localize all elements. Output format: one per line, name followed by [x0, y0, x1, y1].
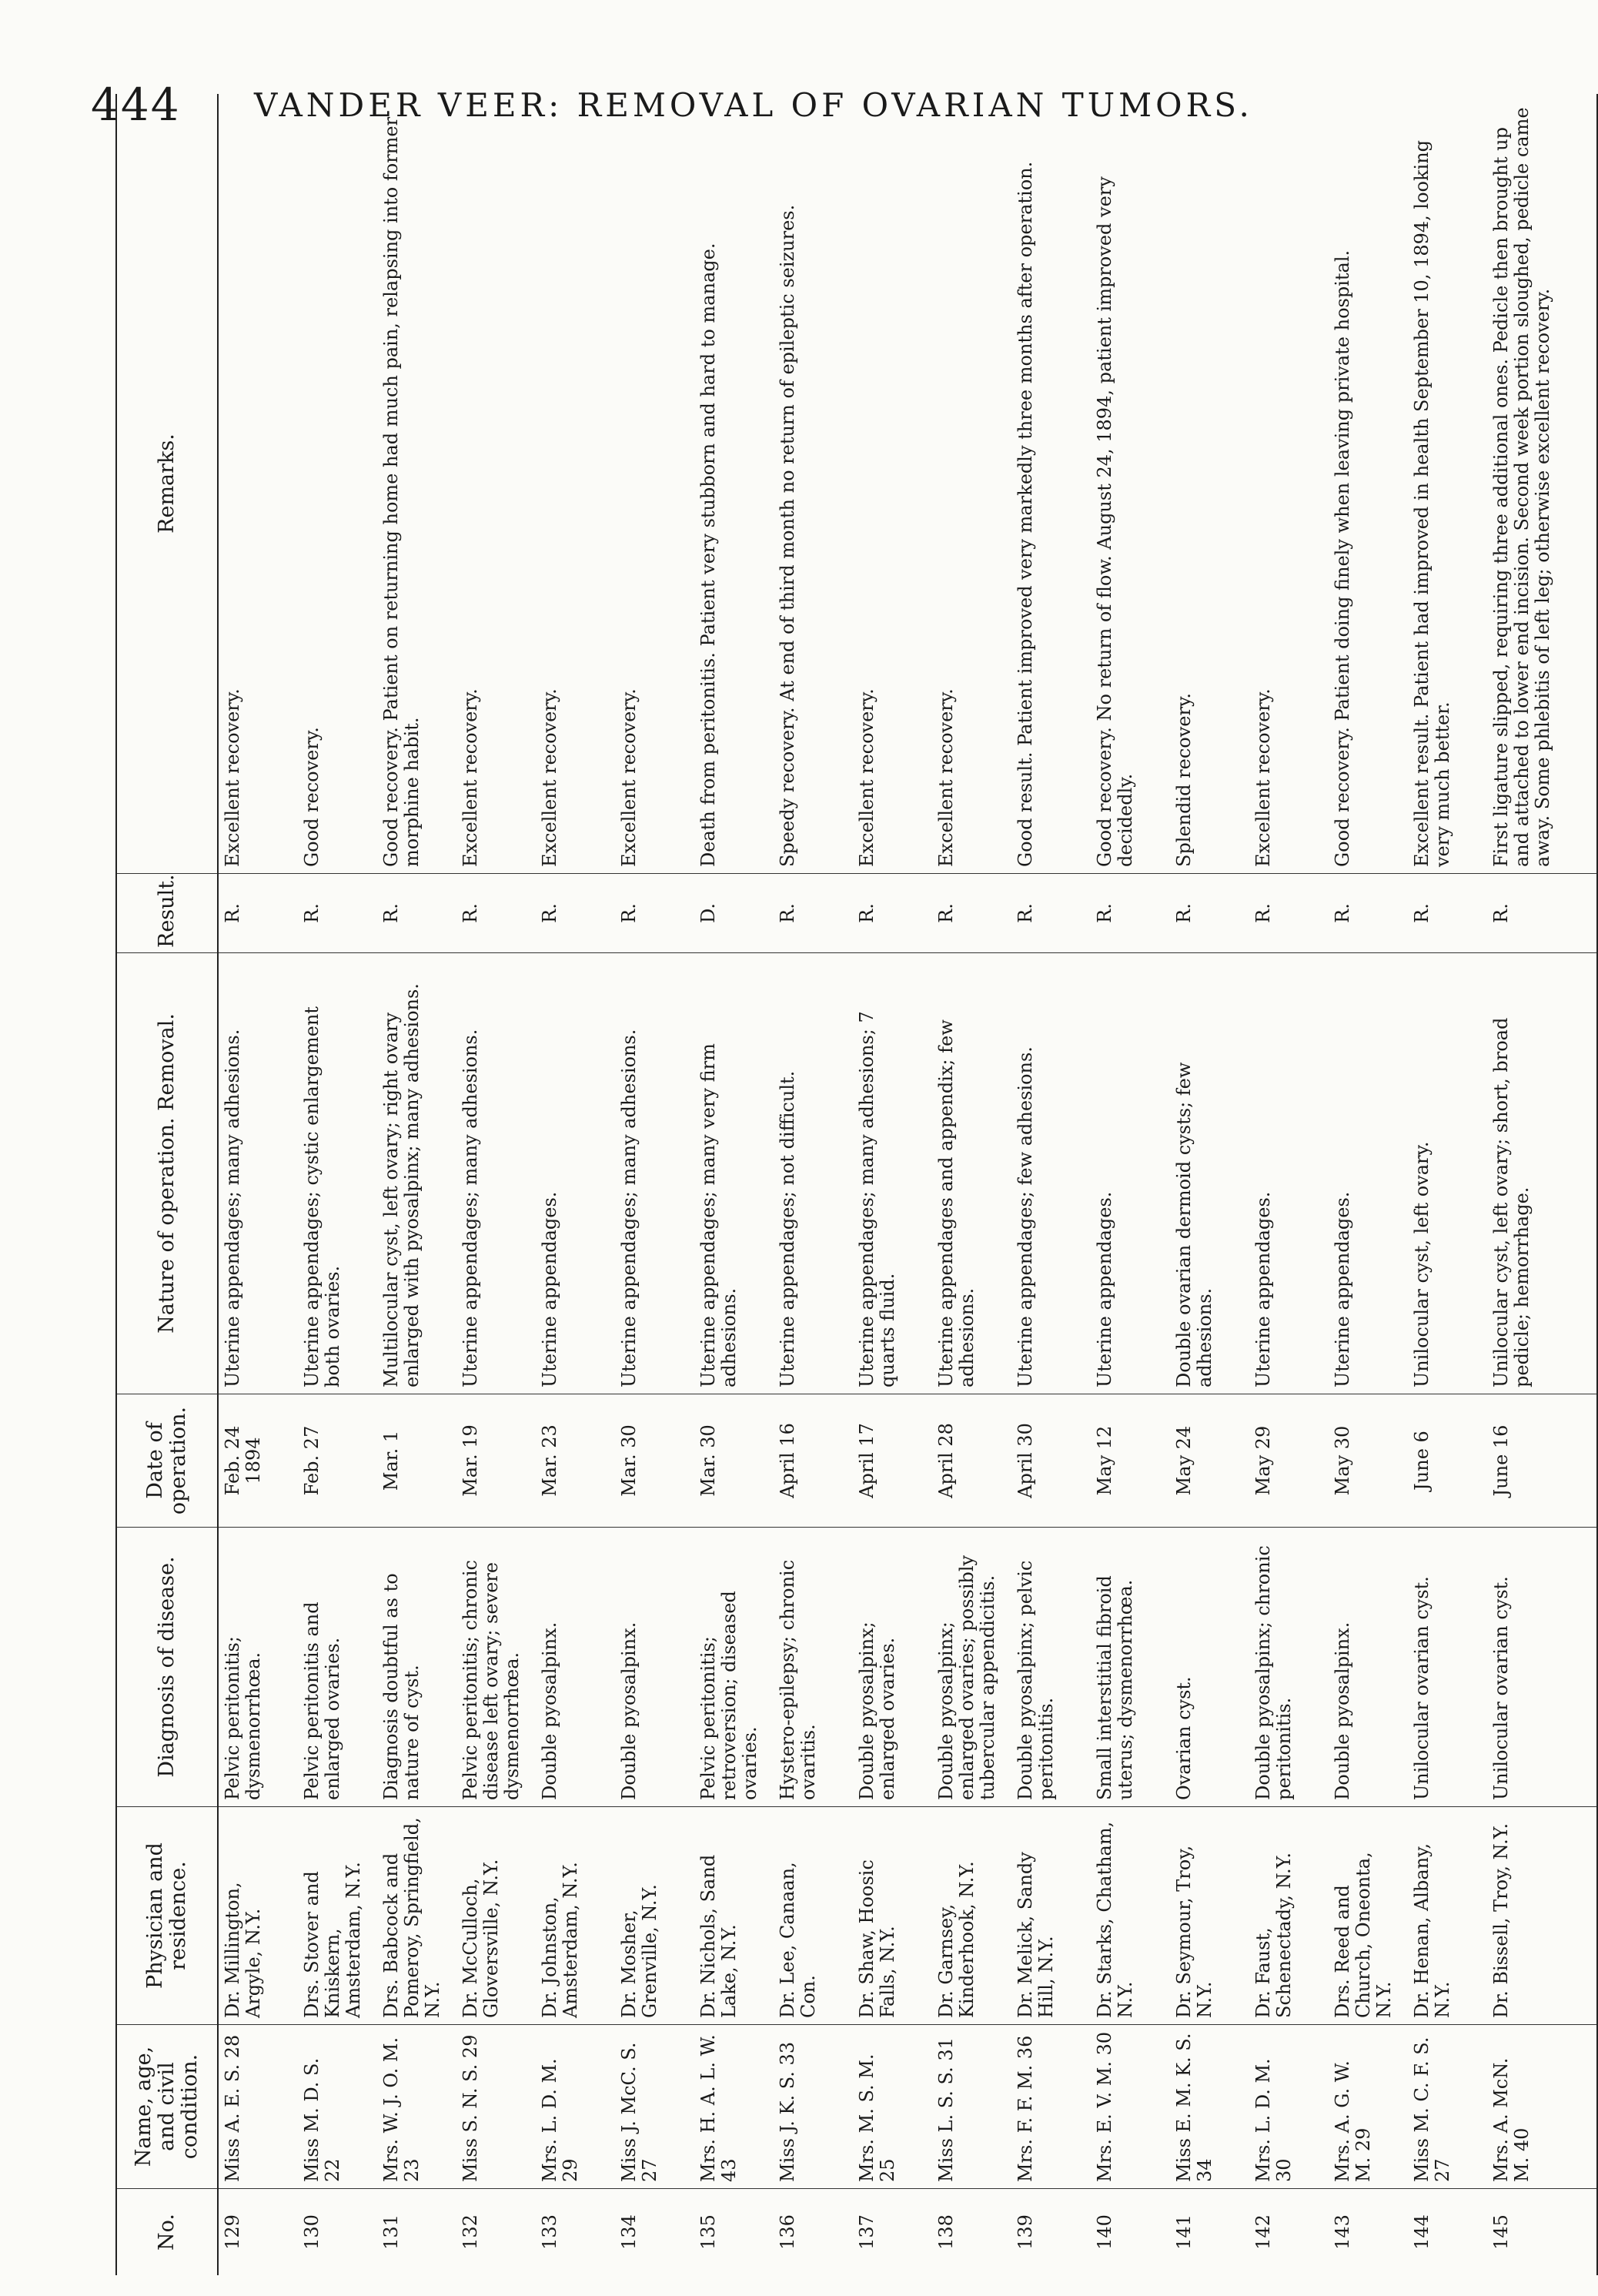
table-row	[377, 94, 456, 2275]
table-row	[694, 94, 774, 2275]
operation-date-cell: June 6	[1408, 1394, 1487, 1528]
result-cell: R.	[536, 874, 615, 953]
operation-nature-cell: Uterine appendages; many very firm adhesions.	[694, 953, 774, 1394]
case-number-cell: 140	[1091, 2189, 1170, 2276]
result-cell: R.	[298, 874, 377, 953]
operation-nature-cell: Uterine appendages.	[1329, 953, 1408, 1394]
physician-cell: Drs. Stover and Kniskern, Amsterdam, N.Y.	[298, 1807, 377, 2025]
patient-name-cell: Mrs. A. McN. M. 40	[1487, 2025, 1597, 2189]
remarks-cell: Good recovery.	[301, 727, 323, 867]
operation-nature-cell: Unilocular cyst, left ovary.	[1408, 953, 1487, 1394]
diagnosis-cell: Diagnosis doubtful as to nature of cyst.	[377, 1528, 456, 1807]
col-header-result: Result.	[116, 874, 218, 953]
physician-cell: Dr. Seymour, Troy, N.Y.	[1170, 1807, 1249, 2025]
operation-date-cell: May 12	[1091, 1394, 1170, 1528]
remarks-cell: Excellent recovery.	[856, 688, 878, 867]
patient-name-cell: Miss L. S. S. 31	[932, 2025, 1011, 2189]
remarks-cell: Speedy recovery. At end of third month no return of epileptic seizures.	[777, 204, 798, 867]
physician-cell: Dr. McCulloch, Gloversville, N.Y.	[456, 1807, 536, 2025]
case-number-cell: 130	[298, 2189, 377, 2276]
case-number-cell: 144	[1408, 2189, 1487, 2276]
case-number-cell: 138	[932, 2189, 1011, 2276]
operation-date-cell: April 30	[1011, 1394, 1091, 1528]
patient-name-cell: Mrs. H. A. L. W. 43	[694, 2025, 774, 2189]
table-body	[218, 94, 1597, 2275]
remarks-cell: Excellent recovery.	[935, 688, 957, 867]
case-number-cell: 142	[1249, 2189, 1329, 2276]
operation-date-cell: Mar. 23	[536, 1394, 615, 1528]
physician-cell: Dr. Bissell, Troy, N.Y.	[1487, 1807, 1597, 2025]
remarks-cell: Death from peritonitis. Patient very stubborn and hard to manage.	[697, 243, 719, 867]
result-cell: R.	[932, 874, 1011, 953]
result-cell: R.	[456, 874, 536, 953]
patient-name-cell: Miss J. K. S. 33	[774, 2025, 853, 2189]
diagnosis-cell: Pelvic peritonitis; chronic disease left ovary; severe dysmenorrhœa.	[456, 1528, 536, 1807]
operation-nature-cell: Uterine appendages; cystic enlargement both ovaries.	[298, 953, 377, 1394]
result-cell: D.	[694, 874, 774, 953]
patient-name-cell: Mrs. M. S. M. 25	[853, 2025, 932, 2189]
table-row	[774, 94, 853, 2275]
operation-date-cell: Mar. 30	[615, 1394, 694, 1528]
operation-nature-cell: Double ovarian dermoid cysts; few adhesions.	[1170, 953, 1249, 1394]
operation-nature-cell: Multilocular cyst, left ovary; right ovary enlarged with pyosalpinx; many adhesions.	[377, 953, 456, 1394]
diagnosis-cell: Double pyosalpinx.	[1329, 1528, 1408, 1807]
operation-date-cell: April 16	[774, 1394, 853, 1528]
physician-cell: Dr. Faust, Schenectady, N.Y.	[1249, 1807, 1329, 2025]
table-row	[1011, 94, 1091, 2275]
physician-cell: Dr. Shaw, Hoosic Falls, N.Y.	[853, 1807, 932, 2025]
table-header-row	[116, 94, 218, 2275]
physician-cell: Dr. Starks, Chatham, N.Y.	[1091, 1807, 1170, 2025]
case-number-cell: 137	[853, 2189, 932, 2276]
patient-name-cell: Mrs. W. J. O. M. 23	[377, 2025, 456, 2189]
diagnosis-cell: Double pyosalpinx.	[536, 1528, 615, 1807]
col-header-diagnosis: Diagnosis of disease.	[116, 1528, 218, 1807]
operation-date-cell: Mar. 1	[377, 1394, 456, 1528]
case-number-cell: 145	[1487, 2189, 1597, 2276]
result-cell: R.	[1091, 874, 1170, 953]
remarks-cell: First ligature slipped, requiring three additional ones. Pedicle then brought up and attached to lower end incision. Second week portion sloughed, pedicle came away. Some phlebitis of left leg; otherwise excellent recovery.	[1487, 94, 1597, 874]
patient-name-cell: Miss A. E. S. 28	[218, 2025, 298, 2189]
diagnosis-cell: Unilocular ovarian cyst.	[1487, 1528, 1597, 1807]
operation-date-cell: Feb. 27	[298, 1394, 377, 1528]
physician-cell: Dr. Henan, Albany, N.Y.	[1408, 1807, 1487, 2025]
diagnosis-cell: Ovarian cyst.	[1170, 1528, 1249, 1807]
patient-name-cell: Miss J. McC. S. 27	[615, 2025, 694, 2189]
operation-nature-cell: Uterine appendages; not difficult.	[774, 953, 853, 1394]
col-header-remarks: Remarks.	[116, 94, 218, 874]
physician-cell: Dr. Garnsey, Kinderhook, N.Y.	[932, 1807, 1011, 2025]
operation-nature-cell: Uterine appendages; many adhesions.	[456, 953, 536, 1394]
table-row	[1170, 94, 1249, 2275]
case-table	[115, 94, 1598, 2275]
remarks-cell: Excellent recovery.	[539, 688, 560, 867]
physician-cell: Dr. Nichols, Sand Lake, N.Y.	[694, 1807, 774, 2025]
physician-cell: Dr. Millington, Argyle, N.Y.	[218, 1807, 298, 2025]
patient-name-cell: Mrs. L. D. M. 29	[536, 2025, 615, 2189]
operation-date-cell: Mar. 30	[694, 1394, 774, 1528]
diagnosis-cell: Pelvic peritonitis and enlarged ovaries.	[298, 1528, 377, 1807]
case-number-cell: 133	[536, 2189, 615, 2276]
remarks-cell: Excellent recovery.	[222, 688, 243, 867]
operation-date-cell: May 29	[1249, 1394, 1329, 1528]
result-cell: R.	[853, 874, 932, 953]
operation-date-cell: April 28	[932, 1394, 1011, 1528]
result-cell: R.	[1011, 874, 1091, 953]
diagnosis-cell: Double pyosalpinx; enlarged ovaries.	[853, 1528, 932, 1807]
operation-date-cell: Feb. 24 1894	[218, 1394, 298, 1528]
operation-nature-cell: Uterine appendages.	[1249, 953, 1329, 1394]
table-row	[1487, 94, 1597, 2275]
table-row	[298, 94, 377, 2275]
case-number-cell: 136	[774, 2189, 853, 2276]
table-row	[456, 94, 536, 2275]
col-header-no: No.	[116, 2189, 218, 2276]
patient-name-cell: Mrs. E. V. M. 30	[1091, 2025, 1170, 2189]
operation-date-cell: April 17	[853, 1394, 932, 1528]
diagnosis-cell: Unilocular ovarian cyst.	[1408, 1528, 1487, 1807]
result-cell: R.	[1170, 874, 1249, 953]
table-row	[932, 94, 1011, 2275]
operation-nature-cell: Uterine appendages; few adhesions.	[1011, 953, 1091, 1394]
result-cell: R.	[1329, 874, 1408, 953]
case-number-cell: 131	[377, 2189, 456, 2276]
result-cell: R.	[774, 874, 853, 953]
remarks-cell: Good recovery. No return of flow. August 24, 1894, patient improved very decidedly.	[1094, 176, 1136, 867]
remarks-cell: Excellent recovery.	[1252, 688, 1274, 867]
patient-name-cell: Mrs. F. F. M. 36	[1011, 2025, 1091, 2189]
result-cell: R.	[1487, 874, 1597, 953]
table-row	[853, 94, 932, 2275]
physician-cell: Drs. Reed and Church, Oneonta, N.Y.	[1329, 1807, 1408, 2025]
result-cell: R.	[1249, 874, 1329, 953]
remarks-cell: Good result. Patient improved very markedly three months after operation.	[1015, 161, 1036, 867]
case-number-cell: 139	[1011, 2189, 1091, 2276]
page-number: 444	[91, 79, 181, 131]
result-cell: R.	[615, 874, 694, 953]
operation-date-cell: June 16	[1487, 1394, 1597, 1528]
table-row	[536, 94, 615, 2275]
patient-name-cell: Miss E. M. K. S. 34	[1170, 2025, 1249, 2189]
operation-date-cell: May 24	[1170, 1394, 1249, 1528]
diagnosis-cell: Pelvic peritonitis; retroversion; diseased ovaries.	[694, 1528, 774, 1807]
diagnosis-cell: Pelvic peritonitis; dysmenorrhœa.	[218, 1528, 298, 1807]
diagnosis-cell: Double pyosalpinx.	[615, 1528, 694, 1807]
operation-nature-cell: Uterine appendages; many adhesions.	[218, 953, 298, 1394]
diagnosis-cell: Double pyosalpinx; enlarged ovaries; possibly tubercular appendicitis.	[932, 1528, 1011, 1807]
remarks-cell: Excellent result. Patient had improved in health September 10, 1894, looking very much better.	[1411, 139, 1453, 867]
physician-cell: Dr. Mosher, Grenville, N.Y.	[615, 1807, 694, 2025]
remarks-cell: Good recovery. Patient doing finely when leaving private hospital.	[1332, 249, 1353, 867]
remarks-cell: Good recovery. Patient on returning home had much pain, relapsing into former morphine habit.	[380, 116, 423, 867]
case-number-cell: 135	[694, 2189, 774, 2276]
physician-cell: Drs. Babcock and Pomeroy, Springfield, N.Y.	[377, 1807, 456, 2025]
table-row	[615, 94, 694, 2275]
result-cell: R.	[218, 874, 298, 953]
table-row	[218, 94, 298, 2275]
operation-date-cell: May 30	[1329, 1394, 1408, 1528]
patient-name-cell: Mrs. A. G. W. M. 29	[1329, 2025, 1408, 2189]
table-row	[1091, 94, 1170, 2275]
col-header-operation: Nature of operation. Removal.	[116, 953, 218, 1394]
physician-cell: Dr. Melick, Sandy Hill, N.Y.	[1011, 1807, 1091, 2025]
col-header-name: Name, age, and civil condition.	[116, 2025, 218, 2189]
diagnosis-cell: Double pyosalpinx; pelvic peritonitis.	[1011, 1528, 1091, 1807]
operation-nature-cell: Unilocular cyst, left ovary; short, broad pedicle; hemorrhage.	[1487, 953, 1597, 1394]
patient-name-cell: Miss M. D. S. 22	[298, 2025, 377, 2189]
col-header-physician: Physician and residence.	[116, 1807, 218, 2025]
case-number-cell: 134	[615, 2189, 694, 2276]
case-table-rotated	[115, 107, 1553, 2275]
table-row	[1408, 94, 1487, 2275]
case-number-cell: 143	[1329, 2189, 1408, 2276]
patient-name-cell: Mrs. L. D. M. 30	[1249, 2025, 1329, 2189]
col-header-date: Date of operation.	[116, 1394, 218, 1528]
case-number-cell: 141	[1170, 2189, 1249, 2276]
operation-nature-cell: Uterine appendages and appendix; few adhesions.	[932, 953, 1011, 1394]
physician-cell: Dr. Lee, Canaan, Con.	[774, 1807, 853, 2025]
result-cell: R.	[377, 874, 456, 953]
diagnosis-cell: Hystero-epilepsy; chronic ovaritis.	[774, 1528, 853, 1807]
physician-cell: Dr. Johnston, Amsterdam, N.Y.	[536, 1807, 615, 2025]
remarks-cell: Excellent recovery.	[618, 688, 640, 867]
running-head: VANDER VEER: REMOVAL OF OVARIAN TUMORS.	[254, 86, 1253, 124]
operation-date-cell: Mar. 19	[456, 1394, 536, 1528]
result-cell: R.	[1408, 874, 1487, 953]
table-row	[1249, 94, 1329, 2275]
patient-name-cell: Miss S. N. S. 29	[456, 2025, 536, 2189]
table-row	[1329, 94, 1408, 2275]
patient-name-cell: Miss M. C. F. S. 27	[1408, 2025, 1487, 2189]
case-number-cell: 132	[456, 2189, 536, 2276]
remarks-cell: Splendid recovery.	[1173, 693, 1195, 867]
diagnosis-cell: Double pyosalpinx; chronic peritonitis.	[1249, 1528, 1329, 1807]
remarks-cell: Excellent recovery.	[460, 688, 481, 867]
operation-nature-cell: Uterine appendages; many adhesions.	[615, 953, 694, 1394]
operation-nature-cell: Uterine appendages; many adhesions; 7 quarts fluid.	[853, 953, 932, 1394]
operation-nature-cell: Uterine appendages.	[1091, 953, 1170, 1394]
case-number-cell: 129	[218, 2189, 298, 2276]
operation-nature-cell: Uterine appendages.	[536, 953, 615, 1394]
diagnosis-cell: Small interstitial fibroid uterus; dysmenorrhœa.	[1091, 1528, 1170, 1807]
